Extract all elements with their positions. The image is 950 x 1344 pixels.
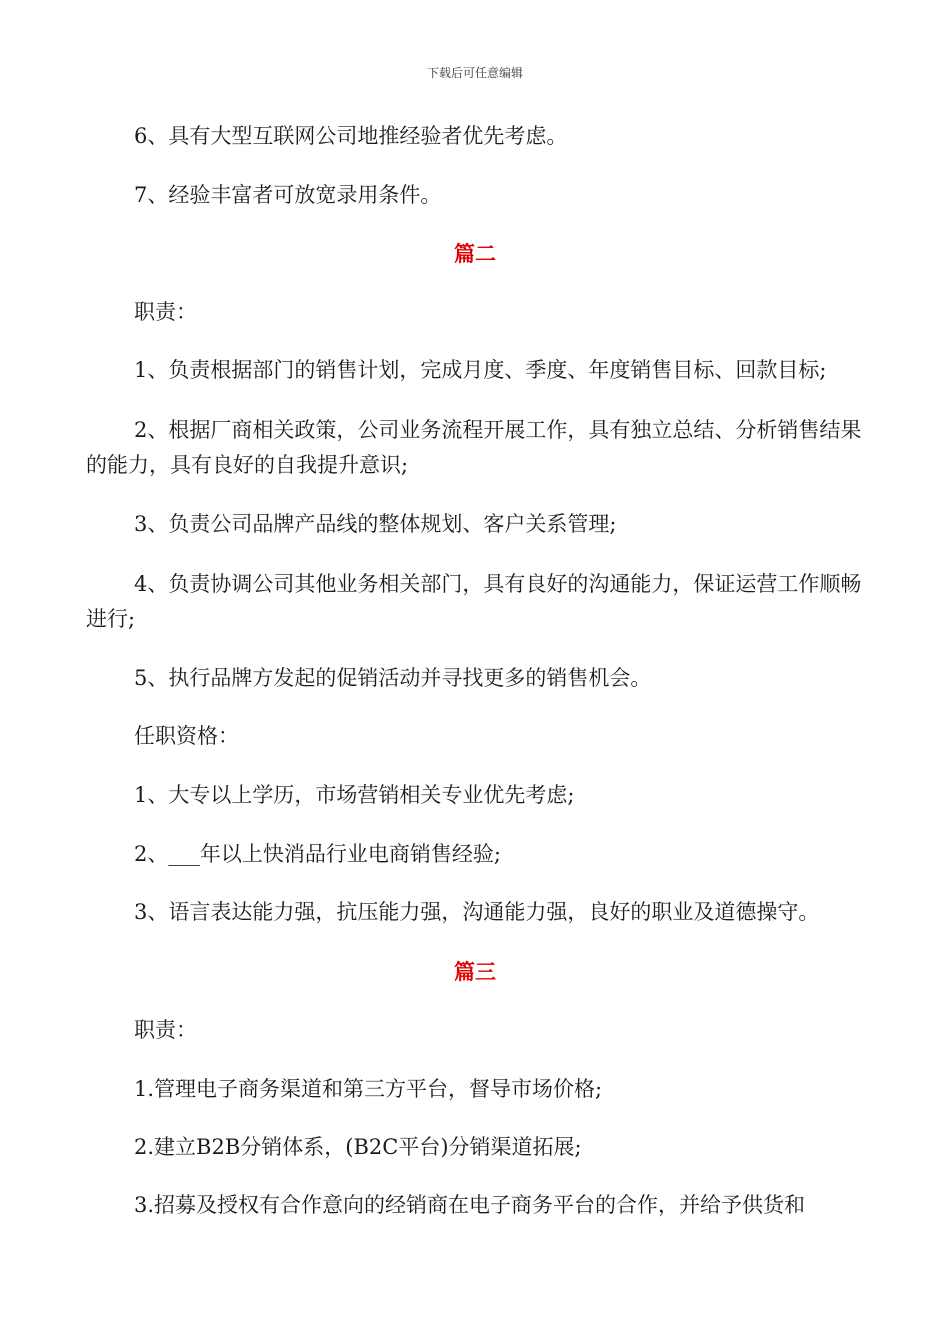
list-item: 1、负责根据部门的销售计划，完成月度、季度、年度销售目标、回款目标;	[134, 358, 827, 382]
list-item: 2.建立B2B分销体系，(B2C平台)分销渠道拓展;	[134, 1135, 582, 1159]
list-item: 3、语言表达能力强，抗压能力强，沟通能力强，良好的职业及道德操守。	[134, 900, 820, 924]
list-item: 7、经验丰富者可放宽录用条件。	[134, 183, 442, 207]
duties-label: 职责：	[134, 1018, 197, 1042]
list-item: 1.管理电子商务渠道和第三方平台，督导市场价格;	[134, 1077, 603, 1101]
list-item: 3.招募及授权有合作意向的经销商在电子商务平台的合作，并给予供货和	[134, 1193, 806, 1217]
section-heading-part3: 篇三	[454, 959, 496, 984]
duties-label: 职责：	[134, 300, 197, 324]
page-header-note: 下载后可任意编辑	[426, 66, 523, 80]
list-item: 6、具有大型互联网公司地推经验者优先考虑。	[134, 124, 568, 148]
list-item: 3、负责公司品牌产品线的整体规划、客户关系管理;	[134, 512, 617, 536]
list-item: 1、大专以上学历，市场营销相关专业优先考虑;	[134, 783, 575, 807]
list-item: 5、执行品牌方发起的促销活动并寻找更多的销售机会。	[134, 666, 652, 690]
list-item: 4、负责协调公司其他业务相关部门，具有良好的沟通能力，保证运营工作顺畅进行;	[86, 572, 862, 631]
list-item: 2、根据厂商相关政策，公司业务流程开展工作，具有独立总结、分析销售结果的能力，具有良好的自我提升意识;	[86, 418, 862, 477]
section-heading-part2: 篇二	[454, 241, 496, 266]
list-item: 2、___年以上快消品行业电商销售经验;	[134, 842, 501, 866]
qualifications-label: 任职资格：	[134, 724, 239, 748]
